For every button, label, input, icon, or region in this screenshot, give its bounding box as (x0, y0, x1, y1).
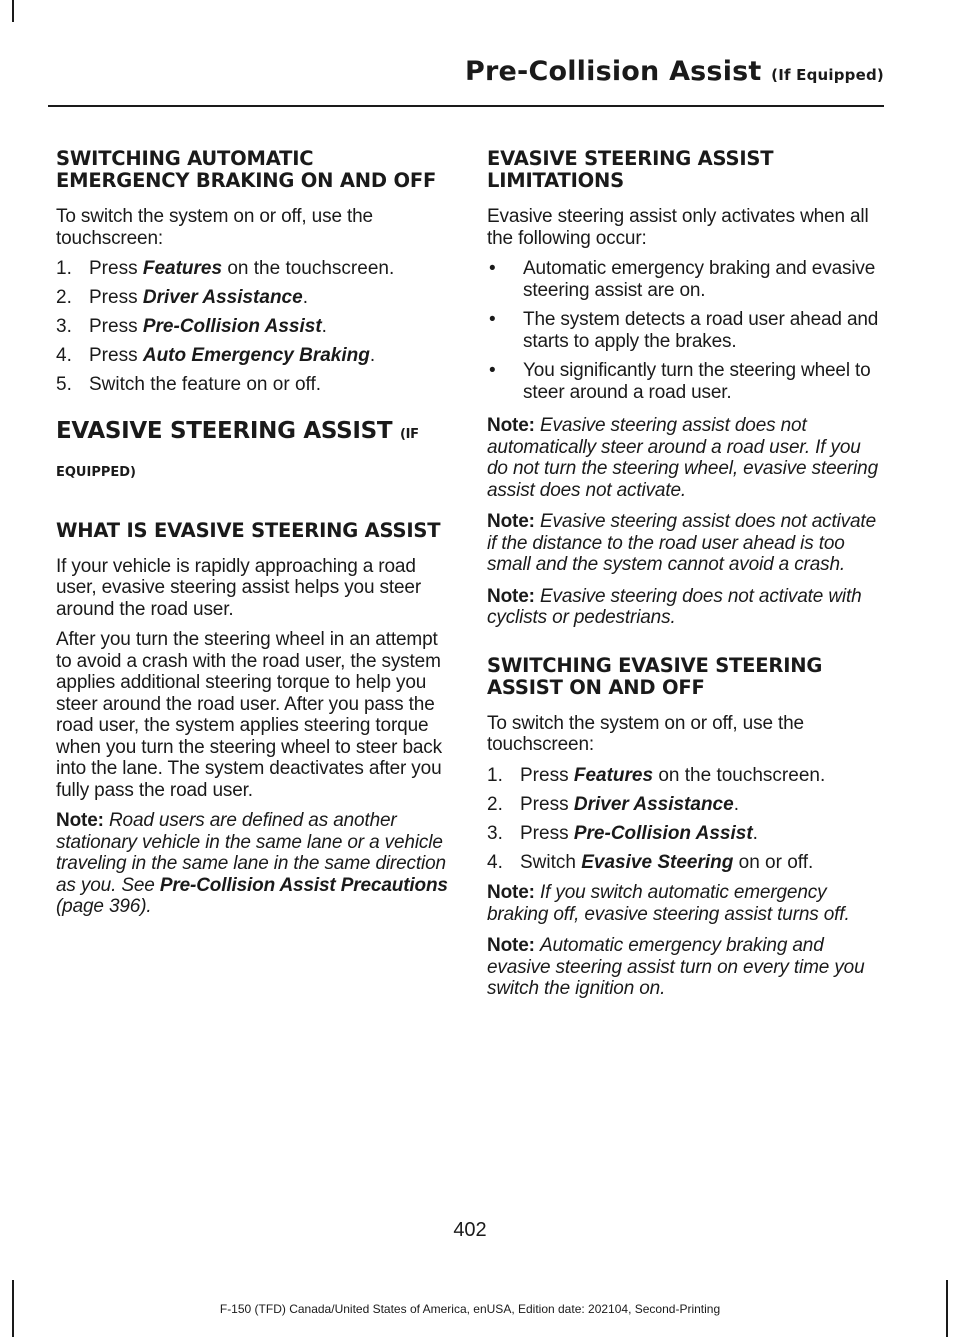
note-limitation-2: Note: Evasive steering assist does not activate if the distance to the road user ahead is too small and the system cannot avoid a crash. (487, 511, 876, 575)
aeb-steps (56, 258, 448, 396)
list-item: 1. Press Features on the touchscreen. (56, 258, 395, 279)
note-esa-1: Note: If you switch automatic emergency braking off, evasive steering assist turns off. (487, 882, 850, 925)
esa-steps (487, 765, 882, 874)
what-is-paragraph-2: After you turn the steering wheel in an attempt to avoid a crash with the road user, the system applies additional steering torque to help you steer around the road user. After you pass the road user, the system applies steering torque when you turn the steering wheel to steer back into the lane. The system deactivates after you fully pass the road user. (56, 629, 442, 801)
heading-switching-esa: SWITCHING EVASIVE STEERING ASSIST ON AND OFF (487, 653, 823, 699)
crop-mark-bottom-right (946, 1280, 948, 1337)
esa-intro: To switch the system on or off, use the touchscreen: (487, 712, 804, 755)
header-title: Pre-Collision Assist (465, 56, 762, 87)
list-item: 2. Press Driver Assistance. (56, 287, 308, 309)
list-item: 4. Press Auto Emergency Braking. (56, 345, 376, 367)
note-esa-2: Note: Automatic emergency braking and evasive steering assist turn on every time you switch the ignition on. (487, 935, 865, 1000)
list-item: 3. Press Pre-Collision Assist. (487, 822, 758, 844)
crop-mark-top-left (12, 0, 14, 22)
what-is-paragraph-1: If your vehicle is rapidly approaching a road user, evasive steering assist helps you steer around the road user. (56, 555, 421, 620)
list-item: • The system detects a road user ahead and starts to apply the brakes. (489, 309, 879, 352)
heading-what-is-esa: WHAT IS EVASIVE STEERING ASSIST (56, 518, 441, 542)
page-number: 402 (453, 1219, 487, 1241)
header-qualifier: (If Equipped) (771, 66, 884, 84)
heading-switching-aeb: SWITCHING AUTOMATIC EMERGENCY BRAKING ON AND OFF (56, 147, 437, 192)
limitations-intro: Evasive steering assist only activates when all the following occur: (487, 206, 869, 249)
section-title: EVASIVE STEERING ASSIST (IF (56, 417, 419, 444)
note-limitation-3: Note: Evasive steering does not activate with cyclists or pedestrians. (487, 585, 862, 628)
limitations-bullets (487, 258, 882, 403)
note-road-users: Note: Road users are defined as another stationary vehicle in the same lane or a vehicle traveling in the same lane in the same direction as you. See Pre-Collision Assist Precautions (page 396). (56, 810, 448, 918)
list-item: 3. Press Pre-Collision Assist. (56, 316, 327, 338)
list-item: 4. Switch Evasive Steering on or off. (487, 851, 814, 873)
aeb-intro: To switch the system on or off, use the touchscreen: (56, 206, 373, 249)
section-qualifier: EQUIPPED) (56, 464, 136, 480)
list-item: 1. Press Features on the touchscreen. (487, 764, 826, 786)
heading-esa-limitations: EVASIVE STEERING ASSIST LIMITATIONS (487, 147, 774, 192)
list-item: 2. Press Driver Assistance. (487, 793, 739, 815)
footer: F-150 (TFD) Canada/United States of America, enUSA, Edition date: 202104, Second-Printing (219, 1302, 721, 1316)
header-divider (48, 105, 884, 107)
note-limitation-1: Note: Evasive steering assist does not automatically steer around a road user. If you do not turn the steering wheel, evasive steering assist does not activate. (487, 415, 878, 501)
right-column (487, 148, 882, 1010)
left-column (56, 148, 448, 928)
cross-reference-link[interactable]: Pre-Collision Assist Precautions (159, 874, 448, 896)
list-item: 5. Switch the feature on or off. (56, 374, 322, 396)
list-item: • Automatic emergency braking and evasive steering assist are on. (489, 258, 876, 301)
list-item: • You significantly turn the steering wheel to steer around a road user. (489, 360, 871, 403)
page-header (465, 56, 884, 87)
